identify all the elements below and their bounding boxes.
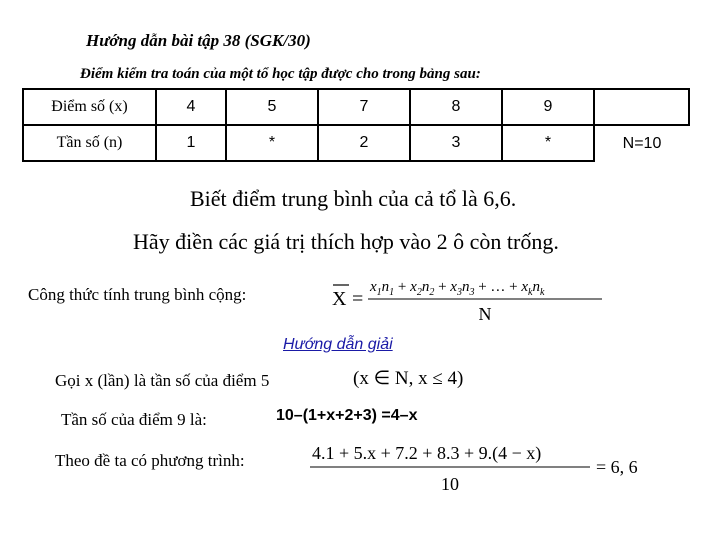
frequency-cell: 3: [410, 125, 502, 161]
score-cell: 7: [318, 89, 410, 125]
frequency-cell: 1: [156, 125, 226, 161]
formula-denominator: N: [478, 304, 492, 324]
equation: [310, 440, 650, 501]
equation-rhs: = 6, 6: [596, 457, 638, 477]
empty-cell: [594, 89, 689, 125]
guide-line-2: Tần số của điểm 9 là:: [61, 410, 207, 429]
intro-text: Điểm kiểm tra toán của một tổ học tập được cho trong bảng sau:: [80, 66, 481, 82]
formula-label: Công thức tính trung bình cộng:: [28, 285, 247, 304]
total-cell: N=10: [622, 134, 662, 152]
score-cell: 8: [410, 89, 502, 125]
equation-numerator: 4.1 + 5.x + 7.2 + 8.3 + 9.(4 − x): [312, 443, 542, 463]
frequency-cell: *: [502, 125, 594, 161]
score-row-label: Điểm số (x): [23, 89, 156, 125]
frequency-row-label: Tần số (n): [23, 125, 156, 161]
guide-line-2-expression: 10–(1+x+2+3) =4–x: [276, 407, 418, 424]
frequency-table: [22, 88, 690, 162]
equation-denominator: 10: [441, 474, 459, 494]
page-title: Hướng dẫn bài tập 38 (SGK/30): [86, 31, 311, 50]
score-cell: 5: [226, 89, 318, 125]
score-cell: 4: [156, 89, 226, 125]
table-row-score: [23, 89, 689, 125]
guide-line-1: Gọi x (lần) là tần số của điểm 5: [55, 371, 270, 390]
guide-title: Hướng dẫn giải: [283, 336, 393, 353]
table-row-frequency: [23, 125, 689, 161]
formula-numerator: $x_1n_1 + x_2n_2 + x_3n_3$ + … + $x_kn_k$: [370, 279, 545, 298]
equation-svg: [310, 440, 650, 496]
formula-lhs: X: [332, 288, 347, 310]
mean-formula-svg: [330, 272, 610, 328]
task-text: Hãy điền các giá trị thích hợp vào 2 ô còn trống.: [133, 229, 559, 254]
frequency-cell: *: [226, 125, 318, 161]
guide-line-3: Theo đề ta có phương trình:: [55, 451, 245, 470]
mean-formula: [330, 272, 610, 333]
score-cell: 9: [502, 89, 594, 125]
guide-condition: (x ∈ N, x ≤ 4): [353, 368, 464, 389]
frequency-cell: 2: [318, 125, 410, 161]
formula-equals: =: [352, 288, 364, 310]
given-text: Biết điểm trung bình của cả tổ là 6,6.: [190, 186, 517, 211]
